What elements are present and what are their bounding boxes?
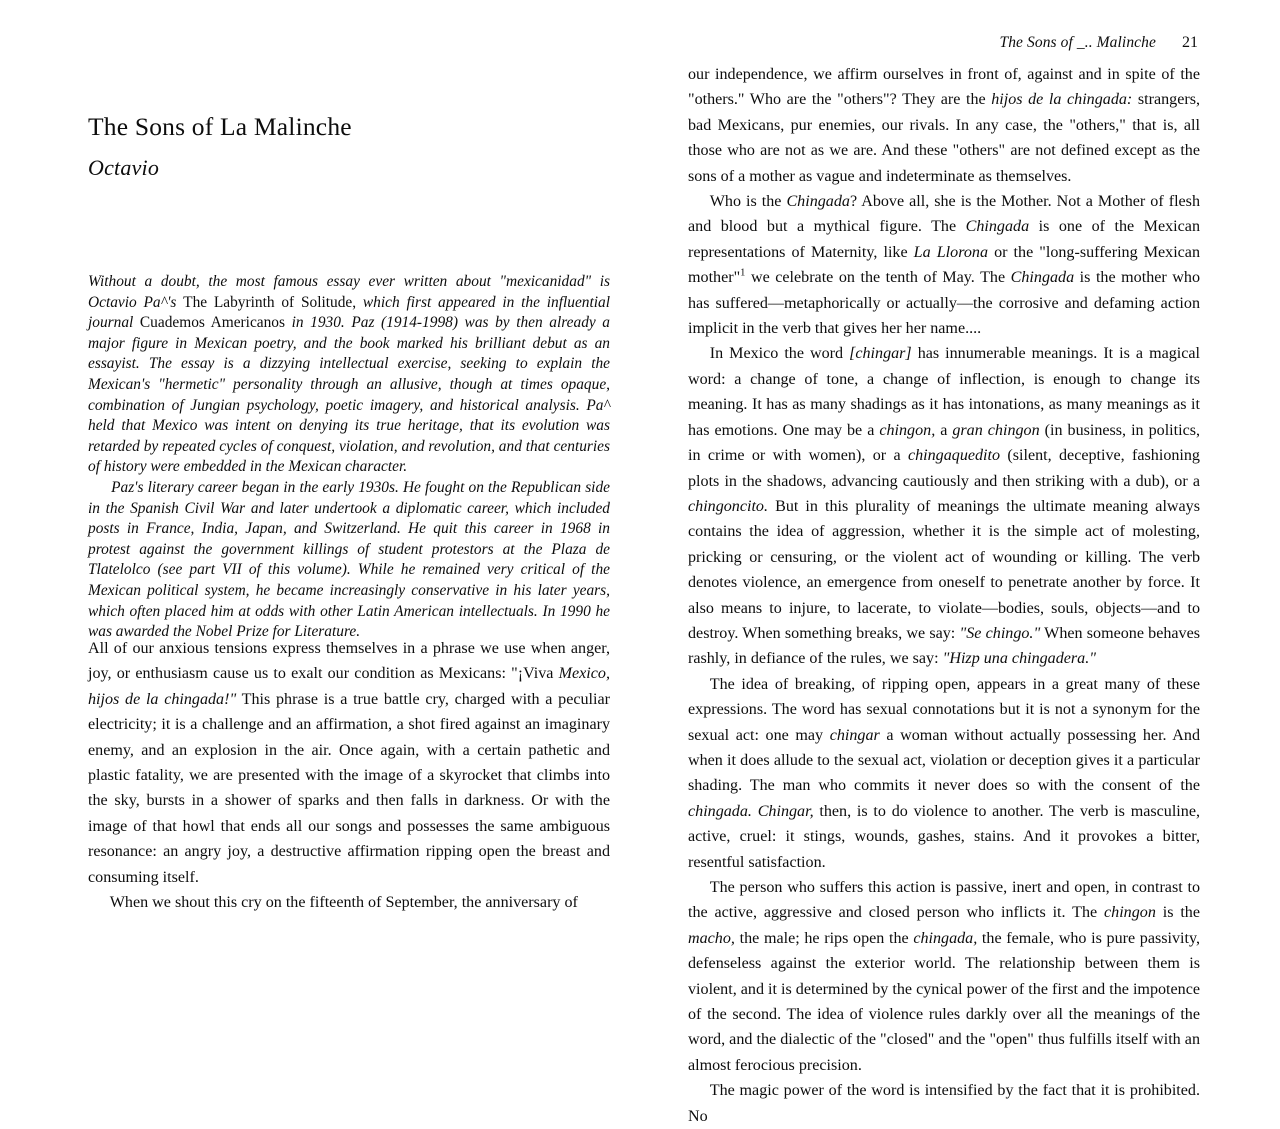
headnote-paragraph-2: Paz's literary career began in the early 1930s. He fought on the Republican side in the Spanish Civil War and later undertook a diplomatic career, which included posts in France, India, Japan, and Switzerland. He quit this career in 1968 in protest against the government killings of student protestors at the Plaza de Tlatelolco (see part VII of this volume). While he remained very critical of the Mexican political system, he became increasingly conservative in his later years, which often placed him at odds with other Latin American intellectuals. In 1990 he was awarded the Nobel Prize for Literature. [88,478,610,641]
right-column-body [688,62,1200,1129]
page-number: 21 [1182,34,1198,51]
right-p3-italic-5: chingoncito. [688,497,769,515]
left-p1-seg-b: This phrase is a true battle cry, charged with a peculiar electricity; it is a challenge and an affirmation, a shot fired against an imaginary enemy, and an explosion in the air. Once again, with a certain pathetic and plastic fatality, we are presented with the image of a skyrocket that climbs into the sky, bursts in a shower of sparks and then falls in darkness. Or with the image of that howl that ends all our songs and possesses the same ambiguous resonance: an angry joy, a destructive affirmation ripping open the breast and consuming itself. [88,690,610,886]
editorial-headnote [88,272,610,643]
right-p3-italic-3: gran chingon [952,421,1040,439]
right-p2-seg-c: is one of the Mexican representations of Maternity, like [688,218,1200,261]
right-p2-italic-1: Chingada [786,193,850,211]
running-head-title: The Sons of _.. Malinche [999,34,1156,51]
headnote-p1-seg5: in 1930. Paz (1914-1998) was by then already a major figure in Mexican poetry, and the book marked his brilliant debut as an essayist. The essay is a dizzying intellectual exercise, seeking to explain the Mexican's "hermetic" personality through an allusive, though at times opaque, combination of Jungian psychology, poetic imagery, and historical analysis. Pa^ held that Mexico was intent on denying its true heritage, that its evolution was retarded by repeated cycles of conquest, violation, and revolution, and that centuries of history were embedded in the Mexican character. [88,314,610,476]
headnote-paragraph-1 [88,272,610,478]
right-p4-seg-c: then, is to do violence to another. The verb is masculine, active, cruel: it stings, wounds, gashes, stains. And it provokes a bitter, resentful satisfaction. [688,802,1200,871]
left-column-body [88,636,610,915]
right-p3-italic-4: chingaquedito [907,447,1001,465]
right-p3-italic-7: "Hizp una chingadera." [942,650,1097,668]
right-p5-italic-2: macho, [688,929,735,947]
right-p3-italic-1: [chingar] [849,345,912,363]
chapter-author: Octavio [88,155,160,181]
right-p3-italic-2: chingon, [879,421,936,439]
right-paragraph-6: The magic power of the word is intensified by the fact that it is prohibited. No [688,1082,1200,1125]
right-p2-seg-d: or the "long-suffering Mexican mother" [688,243,1201,287]
headnote-booktitle: The Labyrinth of Solitude, [183,293,357,311]
right-p5-italic-3: chingada, [913,929,978,947]
right-p5-seg-c: the male; he rips open the [734,929,914,947]
right-p3-italic-6: "Se chingo." [959,624,1041,642]
right-p1-seg-a: our independence, we affirm ourselves in front of, against and in spite of the "others." Who are the "others"? They are the [688,66,1200,109]
left-p1-italic-phrase: Mexico, hijos de la chingada!" [88,665,610,708]
running-head [999,34,1198,52]
right-paragraph-4 [688,672,1200,875]
right-p5-seg-a: The person who suffers this action is passive, inert and open, in contrast to the active, aggressive and closed person who inflicts it. The [688,879,1200,922]
right-p2-seg-b: ? Above all, she is the Mother. Not a Mother of flesh and blood but a mythical figure. The [688,193,1200,236]
right-p3-seg-a: In Mexico the word [709,345,850,363]
right-paragraph-2 [688,189,1200,341]
right-p2-seg-a: Who is the [709,193,787,211]
footnote-marker: 1 [740,267,746,279]
right-p3-seg-b: has innumerable meanings. It is a magical word: a change of tone, a change of inflection, is enough to change its meaning. It has as many shadings as it has intonations, as many meanings as it has emotions. One may be a [688,345,1201,439]
right-p3-seg-f: But in this plurality of meanings the ultimate meaning always contains the idea of aggression, whether it is the simple act of molesting, pricking or censuring, or the violent act of wounding or killing. The verb denotes violence, an emergence from oneself to penetrate another by force. It also means to injure, to lacerate, to violate—bodies, souls, objects—and to destroy. When something breaks, we say: [688,497,1200,642]
right-p5-seg-b: is the [1155,904,1200,922]
right-paragraph-5 [688,875,1200,1078]
left-paragraph-1 [88,636,610,890]
headnote-journal-name: Cuademos Americanos [139,314,285,332]
left-p1-seg-a: All of our anxious tensions express themselves in a phrase we use when anger, joy, or enthusiasm cause us to exalt our condition as Mexicans: "¡Viva [88,640,610,683]
right-p2-italic-3: La Llorona [913,243,989,261]
right-p4-seg-a: The idea of breaking, of ripping open, appears in a great many of these expressions. The word has sexual connotations but it is not a synonym for the sexual act: one may [688,675,1200,744]
right-p4-seg-b: a woman without actually possessing her. And when it does allude to the sexual act, violation or deception gives it a particular shading. The man who commits it never does so with the consent of the [688,726,1200,795]
right-p3-seg-g: When someone behaves rashly, in defiance of the rules, we say: [688,624,1201,668]
right-p2-italic-2: Chingada [965,218,1030,236]
right-p2-seg-e: we celebrate on the tenth of May. The [745,269,1011,287]
headnote-p1-seg1: Without a doubt, the most famous essay ever written about "mexicanidad" is Octavio Pa^'s [88,273,610,311]
right-p1-seg-b: strangers, bad Mexicans, pur enemies, our rivals. In any case, the "others," that is, all those who are not as we are. And these "others" are not defined except as the sons of a mother as vague and indeterminate as themselves. [688,91,1200,185]
headnote-p1-seg3: which first appeared in the influential journal [88,293,610,332]
right-p2-italic-4: Chingada [1010,269,1075,287]
right-p2-seg-f: is the mother who has suffered—metaphorically or actually—the corrosive and defaming action implicit in the verb that gives her her name.... [688,269,1200,338]
right-p5-seg-d: the female, who is pure passivity, defenseless against the exterior world. The relationship between them is violent, and it is determined by the cynical power of the first and the impotence of the second. The idea of violence rules darkly over all the meanings of the word, and the dialectic of the "closed" and the "open" thus fulfills itself with an almost ferocious precision. [688,929,1200,1074]
right-p3-seg-d: (in business, in politics, in crime or with women), or a [688,421,1201,465]
right-p4-italic-2: chingada. Chingar, [688,802,814,820]
right-p4-italic-1: chingar [829,726,880,744]
right-paragraph-1 [688,62,1200,189]
page-title: The Sons of La Malinche [88,112,352,141]
right-paragraph-3 [688,341,1200,671]
left-paragraph-2: When we shout this cry on the fifteenth of September, the anniversary of [109,894,578,912]
right-p3-seg-c: a [935,421,953,439]
right-p3-seg-e: (silent, deceptive, fashioning plots in the shadows, advancing cautiously and then striking with a dub), or a [688,447,1200,490]
right-p5-italic-1: chingon [1104,904,1156,922]
chapter-title-block [88,112,612,181]
right-p1-italic-1: hijos de la chingada: [991,91,1133,109]
